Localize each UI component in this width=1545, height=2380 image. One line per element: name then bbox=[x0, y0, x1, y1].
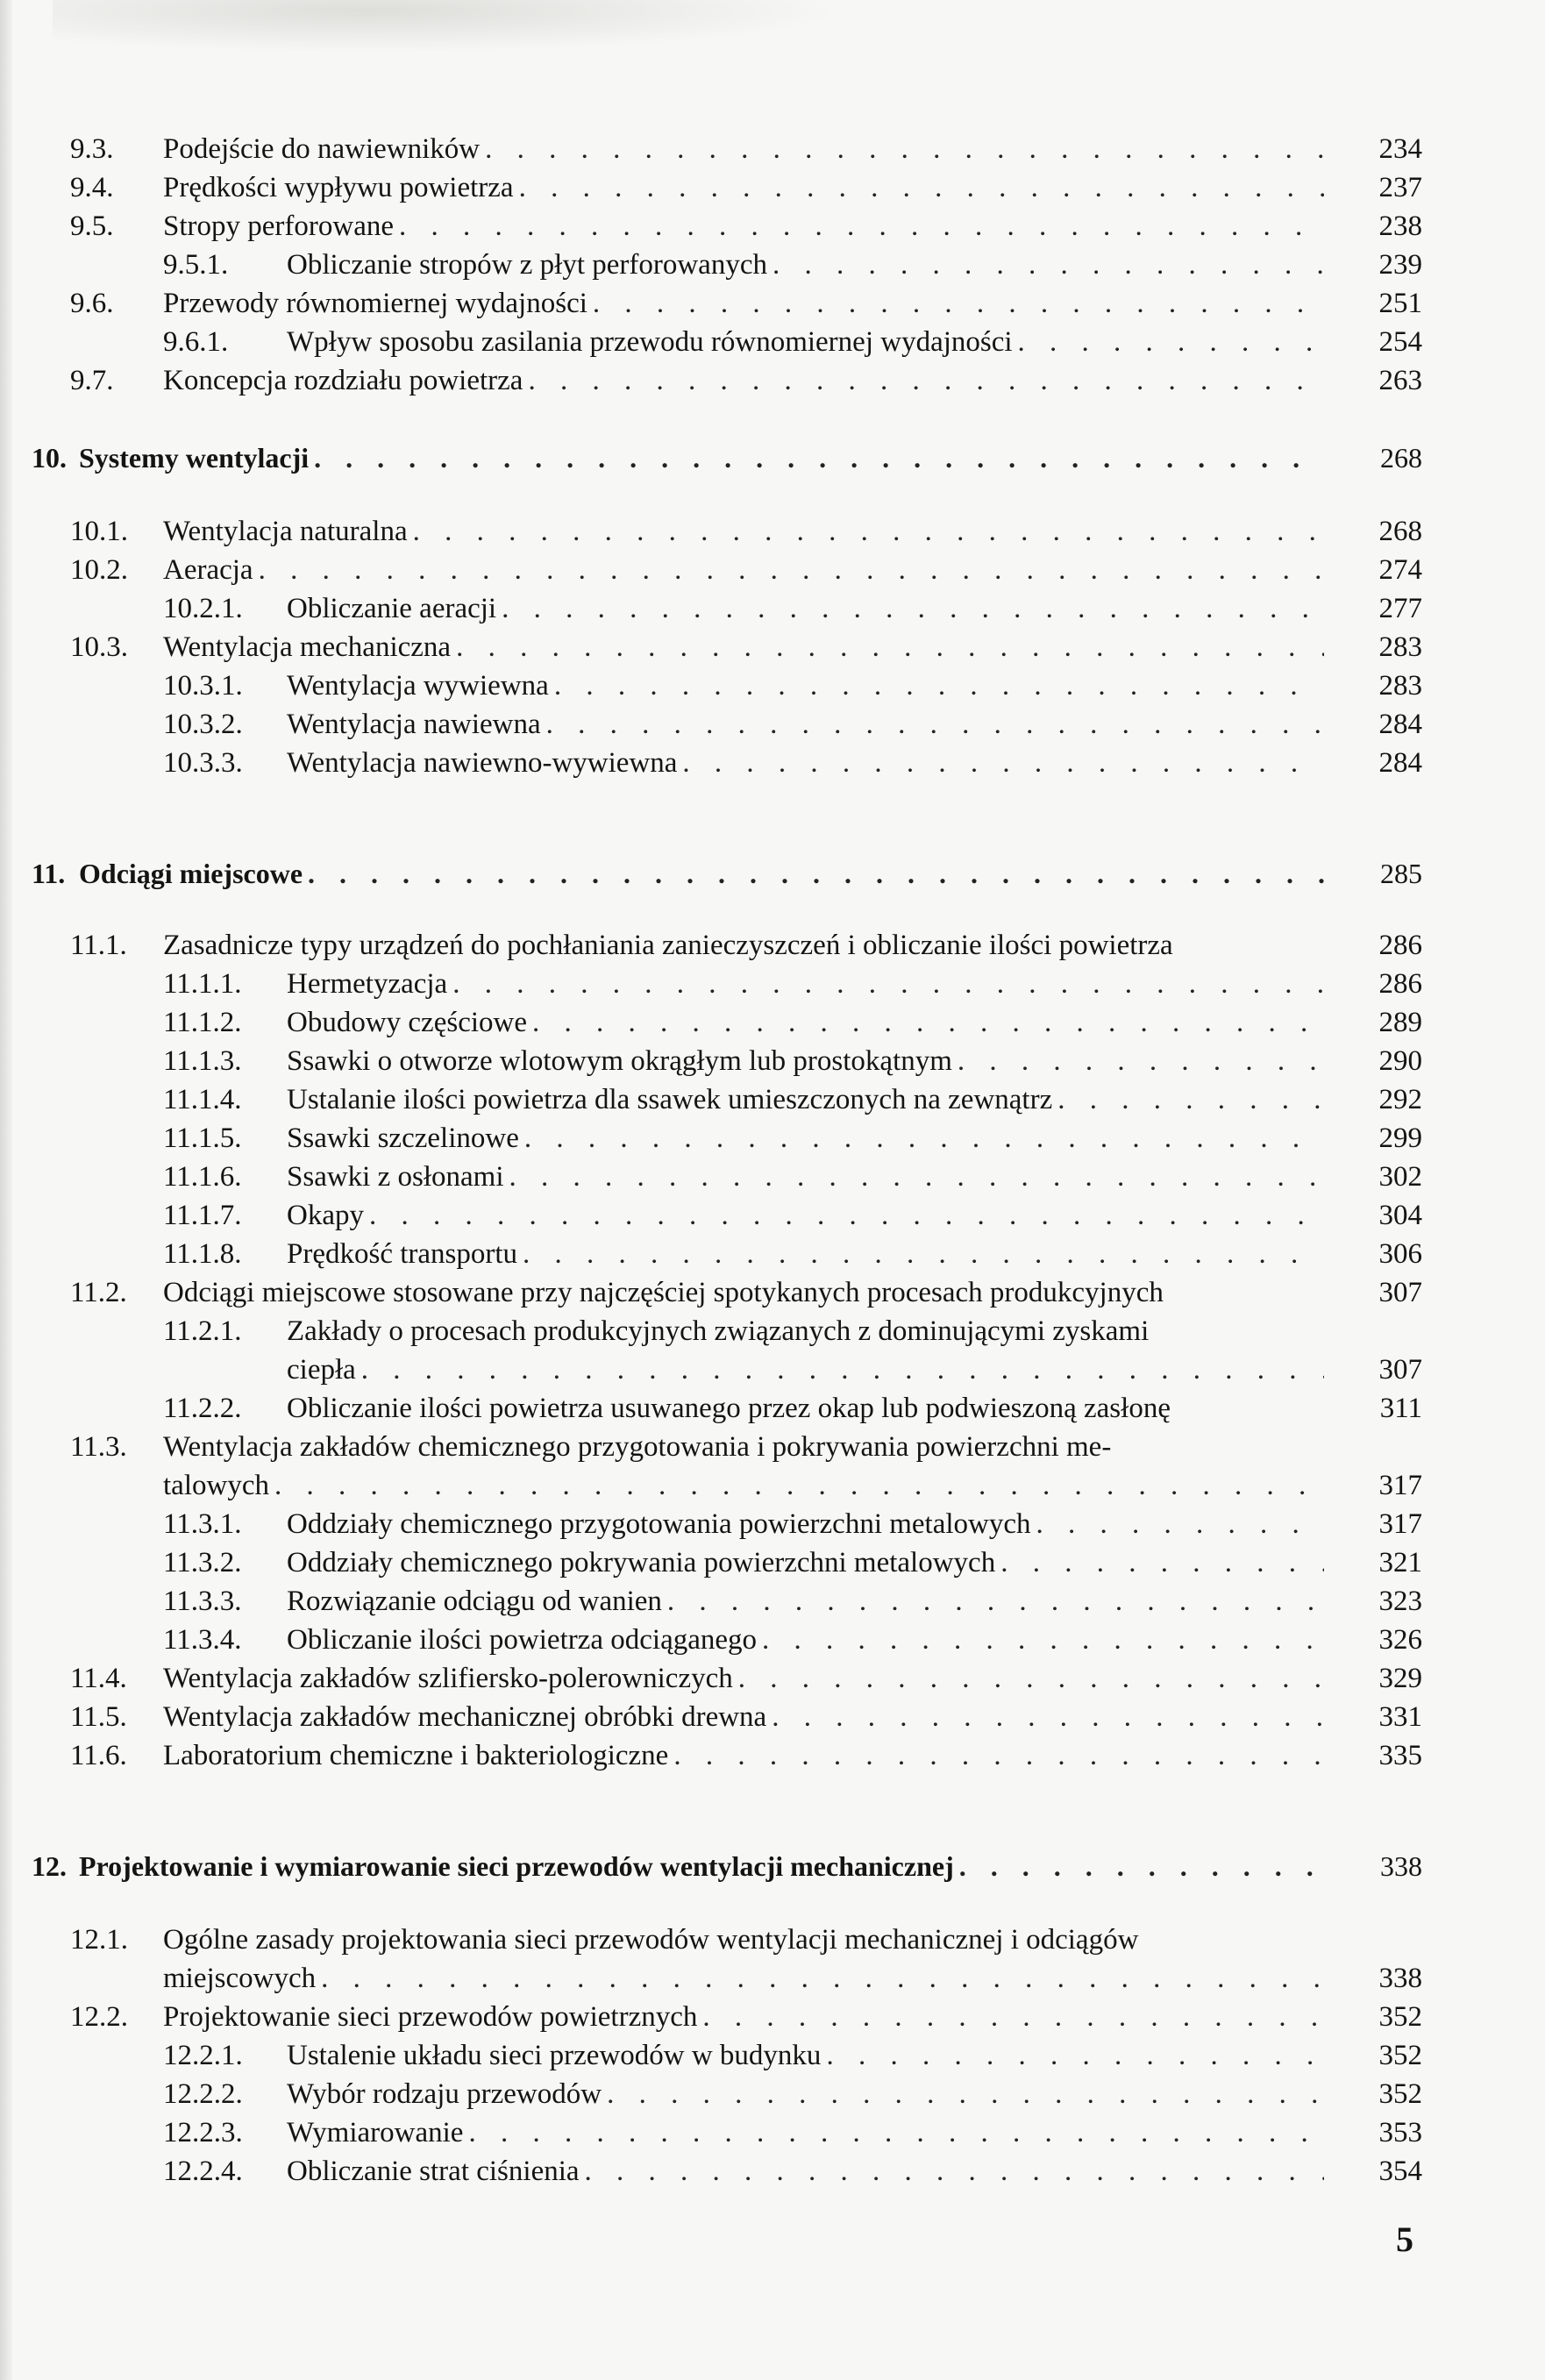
toc-chapter bbox=[0, 1847, 1545, 1885]
entry-page: 353 bbox=[1378, 2117, 1422, 2148]
entry-title: Wentylacja naturalna . . . bbox=[163, 512, 1324, 551]
entry-page: 307 bbox=[1378, 1354, 1422, 1386]
toc-entry bbox=[0, 744, 1545, 782]
entry-title: Wentylacja zakładów mechanicznej obróbki drewna . . . bbox=[163, 1698, 1324, 1736]
entry-page: 286 bbox=[1378, 968, 1422, 1000]
toc-entry bbox=[0, 1273, 1545, 1312]
entry-number: 11.1.5. bbox=[163, 1122, 242, 1154]
chapter-page: 268 bbox=[1380, 442, 1422, 474]
chapter-title: Projektowanie i wymiarowanie sieci przewodów wentylacji mechanicznej . . . bbox=[79, 1847, 1324, 1885]
entry-title: Obliczanie ilości powietrza usuwanego przez okap lub podwieszoną zasłonę bbox=[287, 1393, 1171, 1424]
entry-number: 9.7. bbox=[70, 365, 114, 396]
chapter-number: 12. bbox=[32, 1850, 67, 1882]
entry-number: 11.3.1. bbox=[163, 1508, 242, 1540]
entry-title: Wentylacja nawiewna . . . bbox=[287, 705, 1324, 744]
toc-entry bbox=[0, 130, 1545, 168]
entry-page: 237 bbox=[1378, 172, 1422, 203]
entry-page: 302 bbox=[1378, 1161, 1422, 1193]
entry-page: 311 bbox=[1379, 1393, 1422, 1424]
toc-entry bbox=[0, 246, 1545, 284]
entry-number: 10.3.2. bbox=[163, 709, 243, 740]
entry-page: 284 bbox=[1378, 709, 1422, 740]
entry-title-continuation: talowych . . . bbox=[163, 1466, 1324, 1505]
entry-title: Obliczanie ilości powietrza odciąganego . . . bbox=[287, 1621, 1324, 1659]
entry-page: 239 bbox=[1378, 249, 1422, 281]
entry-number: 10.2.1. bbox=[163, 593, 243, 624]
entry-page: 321 bbox=[1378, 1547, 1422, 1578]
entry-page: 263 bbox=[1378, 365, 1422, 396]
toc-entry bbox=[0, 512, 1545, 551]
entry-number: 10.1. bbox=[70, 516, 128, 547]
entry-number: 11.1.4. bbox=[163, 1084, 242, 1115]
toc-entry bbox=[0, 1920, 1545, 1959]
toc-entry bbox=[0, 1196, 1545, 1235]
entry-number: 12.2.3. bbox=[163, 2117, 243, 2148]
entry-page: 352 bbox=[1378, 2001, 1422, 2033]
entry-page: 307 bbox=[1378, 1277, 1422, 1308]
entry-page: 277 bbox=[1378, 593, 1422, 624]
entry-title: Laboratorium chemiczne i bakteriologiczne . . . bbox=[163, 1736, 1324, 1775]
entry-page: 234 bbox=[1378, 133, 1422, 165]
entry-number: 10.3. bbox=[70, 631, 128, 663]
toc-entry bbox=[0, 551, 1545, 589]
toc-entry bbox=[0, 1080, 1545, 1119]
entry-page: 335 bbox=[1378, 1740, 1422, 1771]
entry-page: 304 bbox=[1378, 1200, 1422, 1231]
toc-entry bbox=[0, 1582, 1545, 1621]
entry-title: Wentylacja nawiewno-wywiewna . . . bbox=[287, 744, 1324, 782]
toc-entry bbox=[0, 284, 1545, 323]
entry-page: 290 bbox=[1378, 1045, 1422, 1077]
entry-page: 284 bbox=[1378, 747, 1422, 779]
entry-title: Wybór rodzaju przewodów . . . bbox=[287, 2075, 1324, 2113]
entry-title: Ssawki z osłonami . . . bbox=[287, 1158, 1324, 1196]
toc-entry-continuation bbox=[0, 1466, 1545, 1505]
toc-entry bbox=[0, 965, 1545, 1003]
entry-page: 317 bbox=[1378, 1470, 1422, 1501]
entry-number: 9.6.1. bbox=[163, 326, 229, 358]
entry-number: 11.1.1. bbox=[163, 968, 242, 1000]
entry-number: 11.6. bbox=[70, 1740, 127, 1771]
entry-number: 9.5. bbox=[70, 210, 114, 242]
entry-title: Obudowy częściowe . . . bbox=[287, 1003, 1324, 1042]
entry-title: Obliczanie aeracji . . . bbox=[287, 589, 1324, 628]
entry-page: 352 bbox=[1378, 2040, 1422, 2071]
entry-number: 11.3.3. bbox=[163, 1585, 242, 1617]
entry-title: Ustalanie ilości powietrza dla ssawek umieszczonych na zewnątrz . . . bbox=[287, 1080, 1324, 1119]
entry-page: 254 bbox=[1378, 326, 1422, 358]
toc-entry bbox=[0, 1158, 1545, 1196]
entry-number: 11.3.4. bbox=[163, 1624, 242, 1656]
toc-entry bbox=[0, 323, 1545, 361]
entry-number: 11.3. bbox=[70, 1431, 127, 1463]
entry-number: 11.1.6. bbox=[163, 1161, 242, 1193]
chapter-number: 10. bbox=[32, 442, 67, 474]
entry-page: 338 bbox=[1378, 1963, 1422, 1994]
entry-number: 11.2.1. bbox=[163, 1315, 242, 1347]
entry-title: Stropy perforowane . . . bbox=[163, 207, 1324, 246]
toc-entry bbox=[0, 1003, 1545, 1042]
toc-entry bbox=[0, 628, 1545, 666]
toc-entry bbox=[0, 2113, 1545, 2152]
page-number: 5 bbox=[1396, 2220, 1413, 2259]
entry-title: Okapy . . . bbox=[287, 1196, 1324, 1235]
toc-entry bbox=[0, 207, 1545, 246]
toc-entry bbox=[0, 1543, 1545, 1582]
entry-page: 274 bbox=[1378, 554, 1422, 586]
entry-title: Ogólne zasady projektowania sieci przewodów wentylacji mechanicznej i odciągów bbox=[163, 1924, 1139, 1956]
entry-page: 292 bbox=[1378, 1084, 1422, 1115]
entry-page: 326 bbox=[1378, 1624, 1422, 1656]
entry-title: Zasadnicze typy urządzeń do pochłaniania zanieczyszczeń i obliczanie ilości powietrza bbox=[163, 930, 1173, 961]
toc-entry-continuation bbox=[0, 1350, 1545, 1389]
entry-number: 12.1. bbox=[70, 1924, 128, 1956]
entry-title: Prędkości wypływu powietrza . . . bbox=[163, 168, 1324, 207]
entry-title: Aeracja . . . bbox=[163, 551, 1324, 589]
toc-entry-continuation bbox=[0, 1959, 1545, 1998]
chapter-title: Systemy wentylacji . . . bbox=[79, 438, 1324, 477]
entry-number: 9.6. bbox=[70, 288, 114, 319]
entry-number: 11.1.8. bbox=[163, 1238, 242, 1270]
entry-title: Ssawki szczelinowe . . . bbox=[287, 1119, 1324, 1158]
toc-chapter bbox=[0, 438, 1545, 477]
entry-title: Podejście do nawiewników . . . bbox=[163, 130, 1324, 168]
entry-page: 323 bbox=[1378, 1585, 1422, 1617]
entry-page: 238 bbox=[1378, 210, 1422, 242]
entry-title: Rozwiązanie odciągu od wanien . . . bbox=[287, 1582, 1324, 1621]
entry-title: Oddziały chemicznego przygotowania powierzchni metalowych . . . bbox=[287, 1505, 1324, 1543]
toc-entry bbox=[0, 666, 1545, 705]
chapter-number: 11. bbox=[32, 858, 66, 889]
entry-page: 268 bbox=[1378, 516, 1422, 547]
entry-number: 12.2.4. bbox=[163, 2156, 243, 2187]
entry-number: 10.3.1. bbox=[163, 670, 243, 702]
toc-entry bbox=[0, 1042, 1545, 1080]
entry-number: 10.2. bbox=[70, 554, 128, 586]
entry-title-continuation: ciepła . . . bbox=[287, 1350, 1324, 1389]
entry-title: Zakłady o procesach produkcyjnych związanych z dominującymi zyskami bbox=[287, 1315, 1150, 1347]
chapter-page: 338 bbox=[1380, 1850, 1422, 1882]
toc-entry bbox=[0, 1389, 1545, 1428]
entry-title: Odciągi miejscowe stosowane przy najczęściej spotykanych procesach produkcyjnych bbox=[163, 1277, 1164, 1308]
toc-entry bbox=[0, 926, 1545, 965]
entry-number: 9.3. bbox=[70, 133, 114, 165]
entry-number: 11.1. bbox=[70, 930, 127, 961]
entry-page: 283 bbox=[1378, 670, 1422, 702]
entry-number: 11.1.7. bbox=[163, 1200, 242, 1231]
entry-title: Projektowanie sieci przewodów powietrznych . . . bbox=[163, 1998, 1324, 2036]
entry-title: Ustalenie układu sieci przewodów w budynku . . . bbox=[287, 2036, 1324, 2075]
entry-number: 11.2.2. bbox=[163, 1393, 242, 1424]
entry-page: 306 bbox=[1378, 1238, 1422, 1270]
chapter-page: 285 bbox=[1380, 858, 1422, 889]
entry-title: Oddziały chemicznego pokrywania powierzchni metalowych . . . bbox=[287, 1543, 1324, 1582]
entry-number: 11.1.3. bbox=[163, 1045, 242, 1077]
entry-page: 329 bbox=[1378, 1663, 1422, 1694]
toc-entry bbox=[0, 1505, 1545, 1543]
entry-title: Wentylacja mechaniczna . . . bbox=[163, 628, 1324, 666]
entry-title: Obliczanie strat ciśnienia . . . bbox=[287, 2152, 1324, 2191]
toc-chapter bbox=[0, 854, 1545, 893]
entry-title: Prędkość transportu . . . bbox=[287, 1235, 1324, 1273]
entry-number: 9.4. bbox=[70, 172, 114, 203]
scan-top-smudge bbox=[53, 0, 842, 53]
entry-title: Hermetyzacja . . . bbox=[287, 965, 1324, 1003]
entry-title: Wentylacja zakładów chemicznego przygotowania i pokrywania powierzchni me- bbox=[163, 1431, 1112, 1463]
entry-number: 11.4. bbox=[70, 1663, 127, 1694]
entry-page: 289 bbox=[1378, 1007, 1422, 1038]
entry-title: Ssawki o otworze wlotowym okrągłym lub prostokątnym . . . bbox=[287, 1042, 1324, 1080]
entry-page: 283 bbox=[1378, 631, 1422, 663]
toc-entry bbox=[0, 1998, 1545, 2036]
toc-entry bbox=[0, 1235, 1545, 1273]
entry-page: 331 bbox=[1378, 1701, 1422, 1733]
entry-title: Wentylacja zakładów szlifiersko-polerowniczych . . . bbox=[163, 1659, 1324, 1698]
entry-title-continuation: miejscowych . . . bbox=[163, 1959, 1324, 1998]
toc-entry bbox=[0, 1698, 1545, 1736]
entry-number: 12.2.1. bbox=[163, 2040, 243, 2071]
toc-entry bbox=[0, 2152, 1545, 2191]
entry-number: 11.5. bbox=[70, 1701, 127, 1733]
toc-entry bbox=[0, 1659, 1545, 1698]
toc-entry bbox=[0, 1428, 1545, 1466]
entry-page: 354 bbox=[1378, 2156, 1422, 2187]
toc-entry bbox=[0, 589, 1545, 628]
toc-entry bbox=[0, 2075, 1545, 2113]
entry-title: Koncepcja rozdziału powietrza . . . bbox=[163, 361, 1324, 400]
entry-page: 299 bbox=[1378, 1122, 1422, 1154]
entry-number: 11.3.2. bbox=[163, 1547, 242, 1578]
entry-number: 9.5.1. bbox=[163, 249, 229, 281]
entry-page: 317 bbox=[1378, 1508, 1422, 1540]
entry-title: Przewody równomiernej wydajności . . . bbox=[163, 284, 1324, 323]
chapter-title: Odciągi miejscowe . . . bbox=[79, 854, 1324, 893]
entry-number: 10.3.3. bbox=[163, 747, 243, 779]
toc-entry bbox=[0, 705, 1545, 744]
entry-title: Obliczanie stropów z płyt perforowanych . . . bbox=[287, 246, 1324, 284]
toc-entry bbox=[0, 1621, 1545, 1659]
entry-page: 286 bbox=[1378, 930, 1422, 961]
toc-entry bbox=[0, 361, 1545, 400]
entry-number: 11.2. bbox=[70, 1277, 127, 1308]
toc-entry bbox=[0, 1312, 1545, 1350]
entry-number: 12.2. bbox=[70, 2001, 128, 2033]
entry-number: 12.2.2. bbox=[163, 2078, 243, 2110]
toc-entry bbox=[0, 1119, 1545, 1158]
toc-entry bbox=[0, 1736, 1545, 1775]
entry-title: Wentylacja wywiewna . . . bbox=[287, 666, 1324, 705]
entry-title: Wpływ sposobu zasilania przewodu równomiernej wydajności . . . bbox=[287, 323, 1324, 361]
entry-page: 251 bbox=[1378, 288, 1422, 319]
entry-number: 11.1.2. bbox=[163, 1007, 242, 1038]
toc-entry bbox=[0, 2036, 1545, 2075]
entry-page: 352 bbox=[1378, 2078, 1422, 2110]
entry-title: Wymiarowanie . . . bbox=[287, 2113, 1324, 2152]
toc-entry bbox=[0, 168, 1545, 207]
